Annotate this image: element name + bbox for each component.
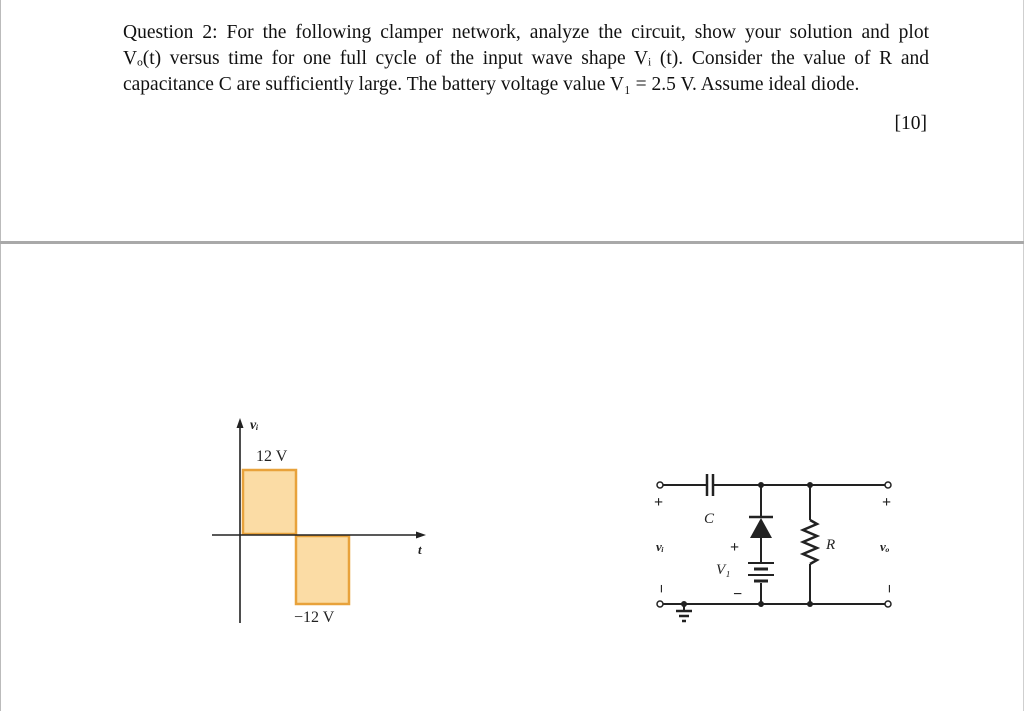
y-axis-label: vᵢ [250, 418, 259, 433]
battery-label: V₁ [716, 562, 731, 578]
capacitor-label: C [704, 511, 715, 527]
section-divider [0, 241, 1024, 244]
page-left-border [0, 0, 1, 711]
input-voltage-label: vᵢ [656, 539, 664, 554]
input-plus-sign: + [654, 494, 664, 511]
battery-minus-sign: − [733, 586, 743, 603]
diode-symbol [750, 518, 772, 538]
x-axis-arrow [416, 532, 426, 539]
y-axis-arrow [237, 418, 244, 428]
clamper-circuit-figure [640, 465, 910, 625]
negative-pulse [296, 536, 349, 604]
input-waveform-figure [200, 405, 440, 635]
marks-label: [10] [894, 113, 927, 134]
question-line-2: Vₒ(t) versus time for one full cycle of the input wave shape Vᵢ (t). Consider the value of R and [123, 48, 929, 69]
positive-pulse [243, 470, 296, 534]
question-line-3: capacitance C are sufficiently large. The battery voltage value V₁ = 2.5 V. Assume ideal diode. [123, 74, 860, 95]
output-minus-sign: − [880, 584, 897, 594]
input-minus-sign: − [652, 584, 669, 594]
output-voltage-label: vₒ [880, 539, 890, 554]
junction-dot-resistor-bottom [807, 601, 813, 607]
junction-dot-diode-top [758, 482, 764, 488]
positive-level-label: 12 V [256, 448, 288, 465]
junction-dot-diode-bottom [758, 601, 764, 607]
question-text [123, 20, 929, 98]
resistor-zigzag [803, 520, 817, 564]
output-terminal-top [885, 482, 891, 488]
negative-level-label: −12 V [294, 609, 335, 626]
x-axis-label: t [418, 542, 422, 557]
battery-plus-sign: + [730, 539, 740, 556]
junction-dot-resistor-top [807, 482, 813, 488]
output-terminal-bottom [885, 601, 891, 607]
question-line-1: Question 2: For the following clamper network, analyze the circuit, show your solution and plot [123, 22, 929, 43]
resistor-label: R [826, 537, 836, 553]
input-terminal-top [657, 482, 663, 488]
output-plus-sign: + [882, 494, 892, 511]
input-terminal-bottom [657, 601, 663, 607]
